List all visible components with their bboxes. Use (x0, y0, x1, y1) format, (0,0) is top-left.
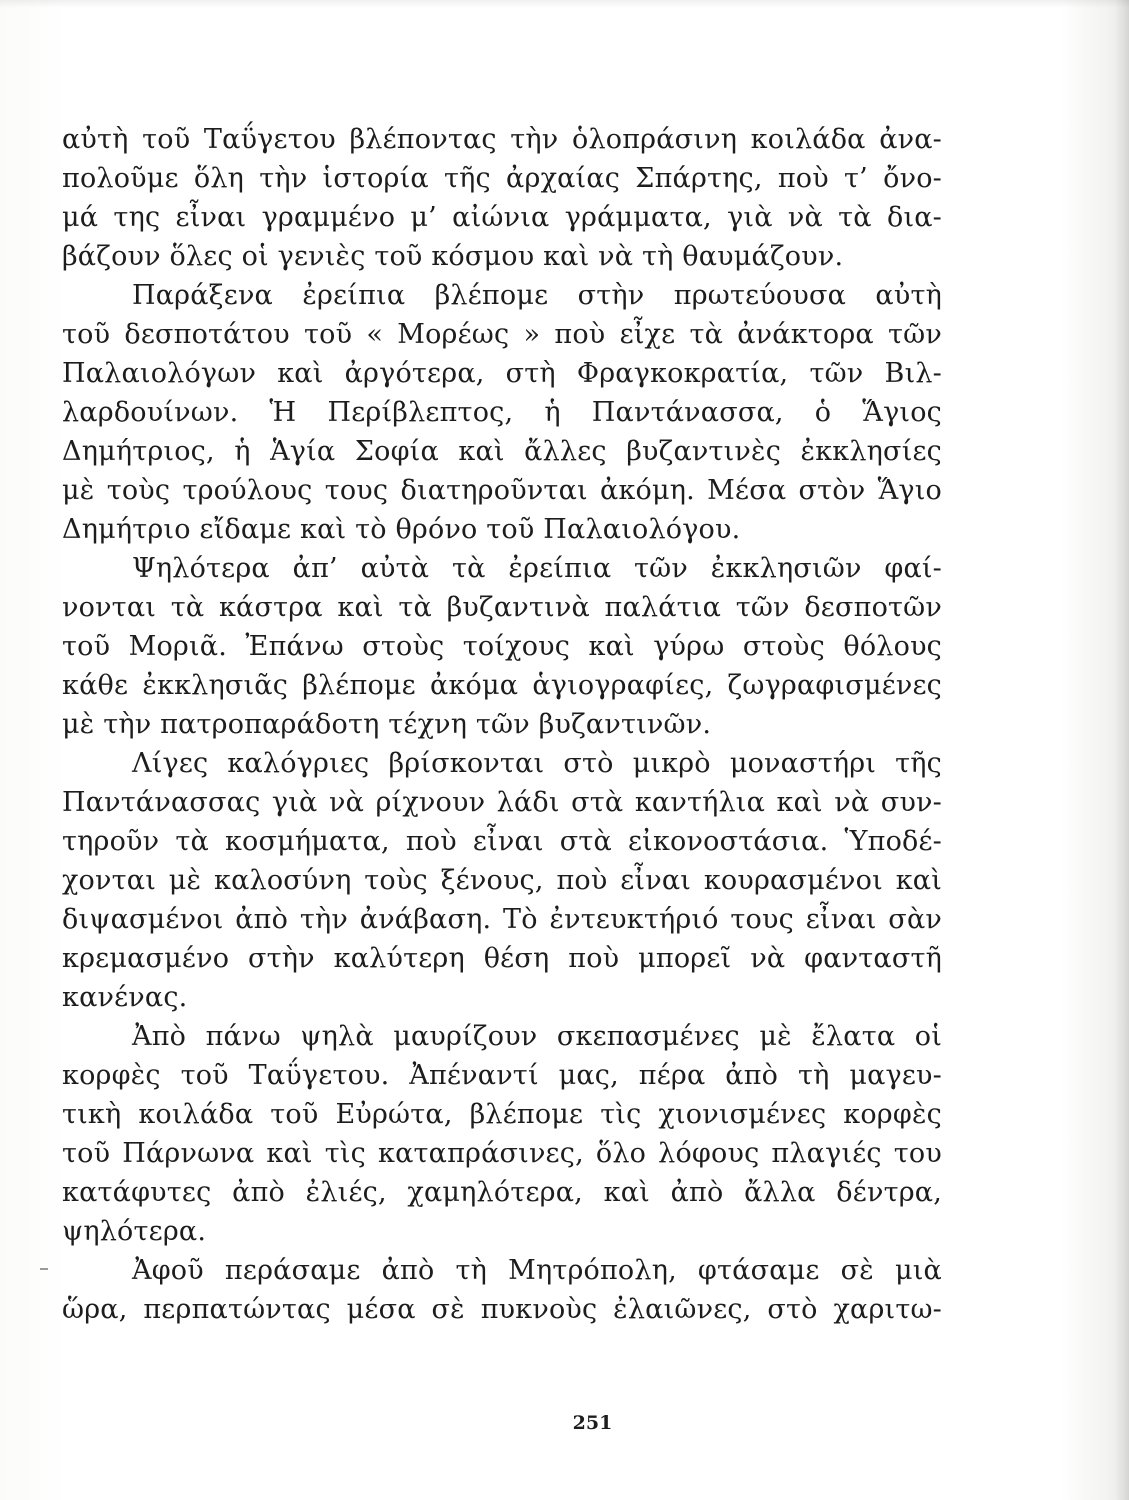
text-line: Ἀφοῦ περάσαμε ἀπὸ τὴ Μητρόπολη, φτάσαμε σὲ μιὰ (132, 1255, 942, 1286)
text-line: μὲ τὴν πατροπαράδοτη τέχνη τῶν βυζαντινῶν. (62, 709, 712, 740)
text-line: νονται τὰ κάστρα καὶ τὰ βυζαντινὰ παλάτια τῶν δεσποτῶν (62, 592, 942, 623)
text-line: χονται μὲ καλοσύνη τοὺς ξένους, ποὺ εἶναι κουρασμένοι καὶ (62, 865, 942, 896)
text-line: αὐτὴ τοῦ Ταΰγετου βλέποντας τὴν ὁλοπράσινη κοιλάδα ἀνα- (62, 124, 942, 155)
text-line: κάθε ἐκκλησιᾶς βλέπομε ἀκόμα ἁγιογραφίες, ζωγραφισμένες (62, 670, 942, 701)
text-line: μὲ τοὺς τρούλους τους διατηροῦνται ἀκόμη. Μέσα στὸν Ἅγιο (62, 475, 942, 506)
text-line: κορφὲς τοῦ Ταΰγετου. Ἀπέναντί μας, πέρα ἀπὸ τὴ μαγευ- (62, 1060, 942, 1091)
page-top-shadow (0, 0, 1129, 8)
text-line: τηροῦν τὰ κοσμήματα, ποὺ εἶναι στὰ εἰκονοστάσια. Ὑποδέ- (62, 826, 942, 857)
text-line: διψασμένοι ἀπὸ τὴν ἀνάβαση. Τὸ ἐντευκτήριό τους εἶναι σὰν (62, 904, 942, 935)
text-line: τικὴ κοιλάδα τοῦ Εὐρώτα, βλέπομε τὶς χιονισμένες κορφὲς (62, 1099, 942, 1130)
body-text (62, 120, 942, 1329)
text-line: κατάφυτες ἀπὸ ἐλιές, χαμηλότερα, καὶ ἀπὸ ἄλλα δέντρα, (62, 1177, 942, 1208)
text-line: μά της εἶναι γραμμένο μ’ αἰώνια γράμματα, γιὰ νὰ τὰ δια- (62, 202, 942, 233)
text-line: Παράξενα ἐρείπια βλέπομε στὴν πρωτεύουσα αὐτὴ (132, 280, 942, 311)
text-line: Λίγες καλόγριες βρίσκονται στὸ μικρὸ μοναστήρι τῆς (132, 748, 942, 779)
text-line: ὥρα, περπατώντας μέσα σὲ πυκνοὺς ἐλαιῶνες, στὸ χαριτω- (62, 1294, 942, 1325)
page-edge-shadow (1115, 0, 1129, 1500)
text-line: Παλαιολόγων καὶ ἀργότερα, στὴ Φραγκοκρατία, τῶν Βιλ- (62, 358, 942, 389)
text-line: Δημήτριο εἴδαμε καὶ τὸ θρόνο τοῦ Παλαιολόγου. (62, 514, 741, 545)
text-line: τοῦ Πάρνωνα καὶ τὶς καταπράσινες, ὅλο λόφους πλαγιές του (62, 1138, 942, 1169)
text-line: Παντάνασσας γιὰ νὰ ρίχνουν λάδι στὰ καντήλια καὶ νὰ συν- (62, 787, 942, 818)
stray-ink-mark (40, 1268, 48, 1270)
text-line: κανένας. (62, 982, 188, 1013)
text-line: τοῦ Μοριᾶ. Ἐπάνω στοὺς τοίχους καὶ γύρω στοὺς θόλους (62, 631, 942, 662)
text-line: βάζουν ὅλες οἱ γενιὲς τοῦ κόσμου καὶ νὰ τὴ θαυμάζουν. (62, 241, 844, 272)
text-line: κρεμασμένο στὴν καλύτερη θέση ποὺ μπορεῖ νὰ φανταστῆ (62, 943, 942, 974)
page-number: 251 (572, 1412, 613, 1434)
text-line: πολοῦμε ὅλη τὴν ἱστορία τῆς ἀρχαίας Σπάρτης, ποὺ τ’ ὄνο- (62, 163, 942, 194)
text-line: τοῦ δεσποτάτου τοῦ « Μορέως » ποὺ εἶχε τὰ ἀνάκτορα τῶν (62, 319, 942, 350)
text-line: Ψηλότερα ἀπ’ αὐτὰ τὰ ἐρείπια τῶν ἐκκλησιῶν φαί- (132, 553, 942, 584)
text-line: Ἀπὸ πάνω ψηλὰ μαυρίζουν σκεπασμένες μὲ ἔλατα οἱ (132, 1021, 942, 1052)
text-line: ψηλότερα. (62, 1216, 207, 1247)
text-line: Δημήτριος, ἡ Ἁγία Σοφία καὶ ἄλλες βυζαντινὲς ἐκκλησίες (62, 436, 942, 467)
text-line: λαρδουίνων. Ἡ Περίβλεπτος, ἡ Παντάνασσα, ὁ Ἅγιος (62, 397, 942, 428)
